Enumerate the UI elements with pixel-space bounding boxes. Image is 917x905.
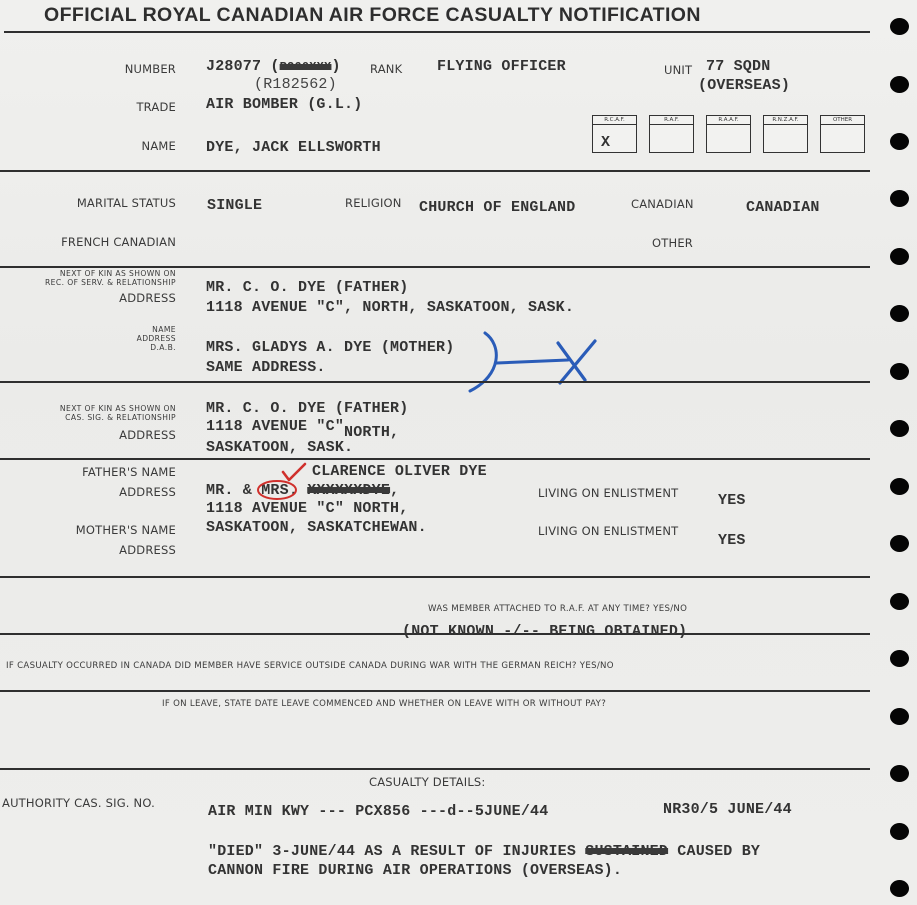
service-box-rcaf: R.C.A.F. X: [592, 115, 637, 153]
nok-cas-address-label: ADDRESS: [119, 428, 176, 442]
father-living-value: YES: [718, 492, 746, 509]
raf-question-label: WAS MEMBER ATTACHED TO R.A.F. AT ANY TIME? YES/NO: [428, 604, 688, 614]
mother-living-value: YES: [718, 532, 746, 549]
trade-label: TRADE: [136, 100, 176, 114]
father-name-value: CLARENCE OLIVER DYE: [312, 463, 487, 480]
divider-8: [0, 768, 870, 770]
other-label: OTHER: [652, 236, 693, 250]
form-title: OFFICIAL ROYAL CANADIAN AIR FORCE CASUALTY NOTIFICATION: [44, 4, 701, 26]
service-box-other: OTHER: [820, 115, 865, 153]
nok-rec-address-label: ADDRESS: [119, 291, 176, 305]
divider-2: [0, 266, 870, 268]
punch-hole-icon: [890, 190, 909, 207]
parents-value-line3: SASKATOON, SASKATCHEWAN.: [206, 519, 427, 536]
punch-hole-icon: [890, 650, 909, 667]
service-box-raf: R.A.F.: [649, 115, 694, 153]
nationality-value: CANADIAN: [746, 199, 820, 216]
punch-hole-icon: [890, 363, 909, 380]
divider-7: [0, 690, 870, 692]
punch-hole-icon: [890, 593, 909, 610]
leave-question-label: IF ON LEAVE, STATE DATE LEAVE COMMENCED AND WHETHER ON LEAVE WITH OR WITHOUT PAY?: [162, 699, 607, 709]
circled-mrs: MRS.: [261, 482, 299, 499]
divider-4: [0, 458, 870, 460]
punch-hole-icon: [890, 708, 909, 725]
nok-cas-value-line2: 1118 AVENUE "C"NORTH,: [206, 418, 400, 441]
nok-rec-value-line1: MR. C. O. DYE (FATHER): [206, 279, 409, 296]
punch-hole-icon: [890, 248, 909, 265]
unit-label: UNIT: [664, 63, 693, 77]
father-address-label: ADDRESS: [119, 485, 176, 499]
punch-hole-icon: [890, 478, 909, 495]
casualty-details-heading: CASUALTY DETAILS:: [369, 775, 486, 789]
parents-value-line2: 1118 AVENUE "C" NORTH,: [206, 500, 409, 517]
dab-value-line2: SAME ADDRESS.: [206, 359, 326, 376]
number-label: NUMBER: [124, 62, 176, 76]
punch-hole-icon: [890, 133, 909, 150]
mother-living-label: LIVING ON ENLISTMENT: [538, 524, 679, 538]
punch-hole-icon: [890, 18, 909, 35]
punch-hole-icon: [890, 305, 909, 322]
details-line1: "DIED" 3-JUNE/44 AS A RESULT OF INJURIES SUSTAINED CAUSED BY: [208, 843, 761, 860]
service-number: J28077: [206, 58, 262, 75]
french-canadian-label: FRENCH CANADIAN: [61, 235, 176, 249]
dab-label: NAME ADDRESS D.A.B.: [136, 325, 176, 352]
rank-value: FLYING OFFICER: [437, 58, 566, 75]
divider-3: [0, 381, 870, 383]
details-line2: CANNON FIRE DURING AIR OPERATIONS (OVERSEAS).: [208, 862, 623, 879]
authority-value-2: NR30/5 JUNE/44: [663, 801, 792, 818]
divider-1: [0, 170, 870, 172]
religion-value: CHURCH OF ENGLAND: [419, 199, 576, 216]
mother-address-label: ADDRESS: [119, 543, 176, 557]
parents-value-line1: MR. & MRS. XXXXXXDYE,: [206, 482, 400, 499]
authority-value-1: AIR MIN KWY --- PCX856 ---d--5JUNE/44: [208, 803, 549, 820]
name-value: DYE, JACK ELLSWORTH: [206, 139, 381, 156]
nok-cas-label: NEXT OF KIN AS SHOWN ON CAS. SIG. & RELATIONSHIP: [59, 404, 176, 422]
punch-hole-icon: [890, 535, 909, 552]
marital-status-value: SINGLE: [207, 197, 263, 214]
trade-value: AIR BOMBER (G.L.): [206, 96, 363, 113]
red-circle-check-icon: [255, 462, 315, 502]
struck-name: XXXXXXDYE: [307, 482, 391, 499]
name-label: NAME: [141, 139, 176, 153]
service-box-rnzaf: R.N.Z.A.F.: [763, 115, 808, 153]
struck-word: SUSTAINED: [585, 843, 669, 860]
unit-value-line2: (OVERSEAS): [698, 77, 791, 94]
struck-number: R260XXX: [279, 60, 332, 74]
punch-hole-icon: [890, 823, 909, 840]
punch-hole-icon: [890, 420, 909, 437]
alt-number: (R182562): [254, 76, 337, 93]
divider-5: [0, 576, 870, 578]
punch-hole-icon: [890, 765, 909, 782]
service-box-raaf: R.A.A.F.: [706, 115, 751, 153]
father-living-label: LIVING ON ENLISTMENT: [538, 486, 679, 500]
fathers-name-label: FATHER'S NAME: [82, 465, 176, 479]
title-divider: [4, 31, 870, 33]
dab-value-line1: MRS. GLADYS A. DYE (MOTHER): [206, 339, 455, 356]
nok-rec-label: NEXT OF KIN AS SHOWN ON REC. OF SERV. & RELATIONSHIP: [45, 269, 176, 287]
mothers-name-label: MOTHER'S NAME: [75, 523, 176, 537]
unit-value-line1: 77 SQDN: [706, 58, 771, 75]
number-value: J28077 (R260XXX): [206, 58, 341, 75]
canada-question-label: IF CASUALTY OCCURRED IN CANADA DID MEMBER HAVE SERVICE OUTSIDE CANADA DURING WAR WITH THE GERMAN REICH? YES/NO: [6, 661, 614, 671]
canadian-label: CANADIAN: [631, 197, 694, 211]
nok-rec-value-line2: 1118 AVENUE "C", NORTH, SASKATOON, SASK.: [206, 299, 575, 316]
blue-pen-mark-icon: [460, 325, 610, 395]
nok-cas-value-line3: SASKATOON, SASK.: [206, 439, 354, 456]
nok-cas-value-line1: MR. C. O. DYE (FATHER): [206, 400, 409, 417]
punch-hole-icon: [890, 880, 909, 897]
raf-answer-value: (NOT KNOWN -/-- BEING OBTAINED): [402, 623, 688, 640]
religion-label: RELIGION: [345, 196, 402, 210]
authority-label: AUTHORITY CAS. SIG. NO.: [2, 796, 155, 810]
punch-hole-icon: [890, 76, 909, 93]
rcaf-mark: X: [601, 134, 611, 151]
marital-status-label: MARITAL STATUS: [76, 196, 176, 210]
rank-label: RANK: [370, 62, 403, 76]
